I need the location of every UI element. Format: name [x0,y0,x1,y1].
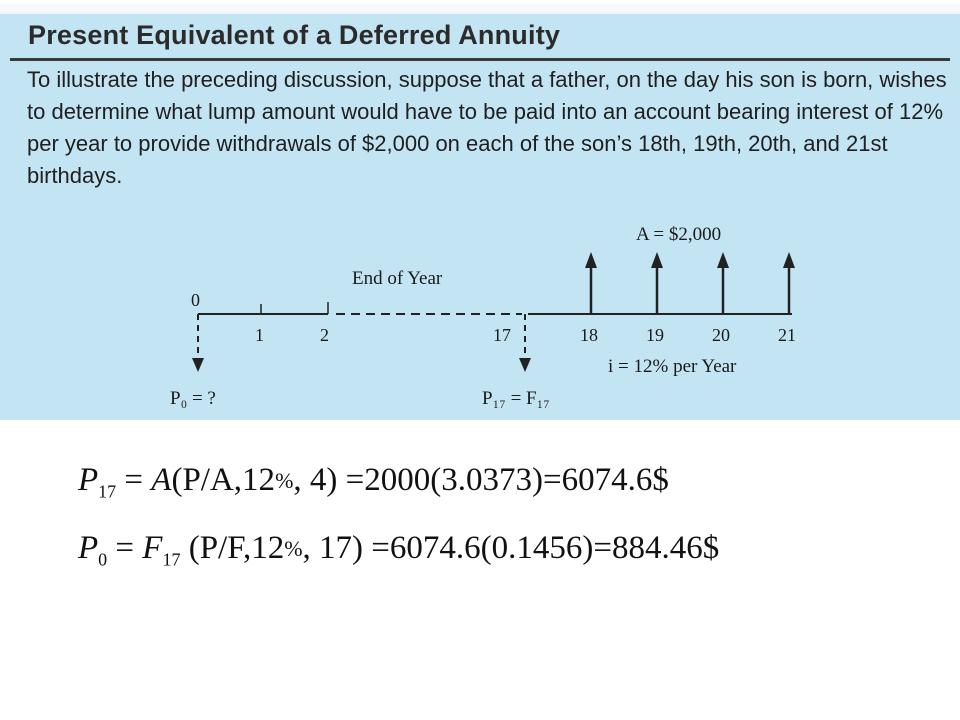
period-label-17: 17 [493,325,511,345]
p17-label: P₁₇ = F₁₇ [482,388,550,409]
period-label-19: 19 [646,325,664,345]
p0-arrow-head [192,358,204,372]
section-heading: Present Equivalent of a Deferred Annuity [28,20,561,50]
period-label-1: 1 [255,325,264,345]
axis-title: End of Year [352,268,443,289]
solution-formulas [78,462,719,598]
annuity-label: A = $2,000 [636,224,722,245]
formula-line-p17: $P_{17} = A(P/A,12\%$, 4) =2000(3.0373)=6074.6$ [78,462,669,502]
annuity-arrow-21-head [783,252,795,268]
formula-line-p0: $P_0 = F_{17}$ (P/F,12%, 17) =6074.6(0.1456)=884.46$ [78,530,720,570]
period-label-0: 0 [191,290,200,310]
period-label-18: 18 [580,325,598,345]
p0-label: P₀ = ? [170,388,216,409]
period-label-21: 21 [778,325,796,345]
cash-flow-diagram [0,200,960,420]
p17-arrow-head [519,358,531,372]
interest-label: i = 12% per Year [608,356,737,377]
period-label-2: 2 [320,325,329,345]
problem-paragraph: To illustrate the preceding discussion, suppose that a father, on the day his son is born, wishes to determine what lump amount would have to be paid into an account bearing interest of 12% per year to provide withdrawals of $2,000 on each of the son’s 18th, 19th, 20th, and 21st birthdays. [27,67,947,188]
heading-rule [10,58,950,61]
annuity-arrow-20-head [717,252,729,268]
scan-top-edge [0,0,960,14]
period-label-20: 20 [712,325,730,345]
annuity-arrow-19-head [651,252,663,268]
annuity-arrow-18-head [585,252,597,268]
